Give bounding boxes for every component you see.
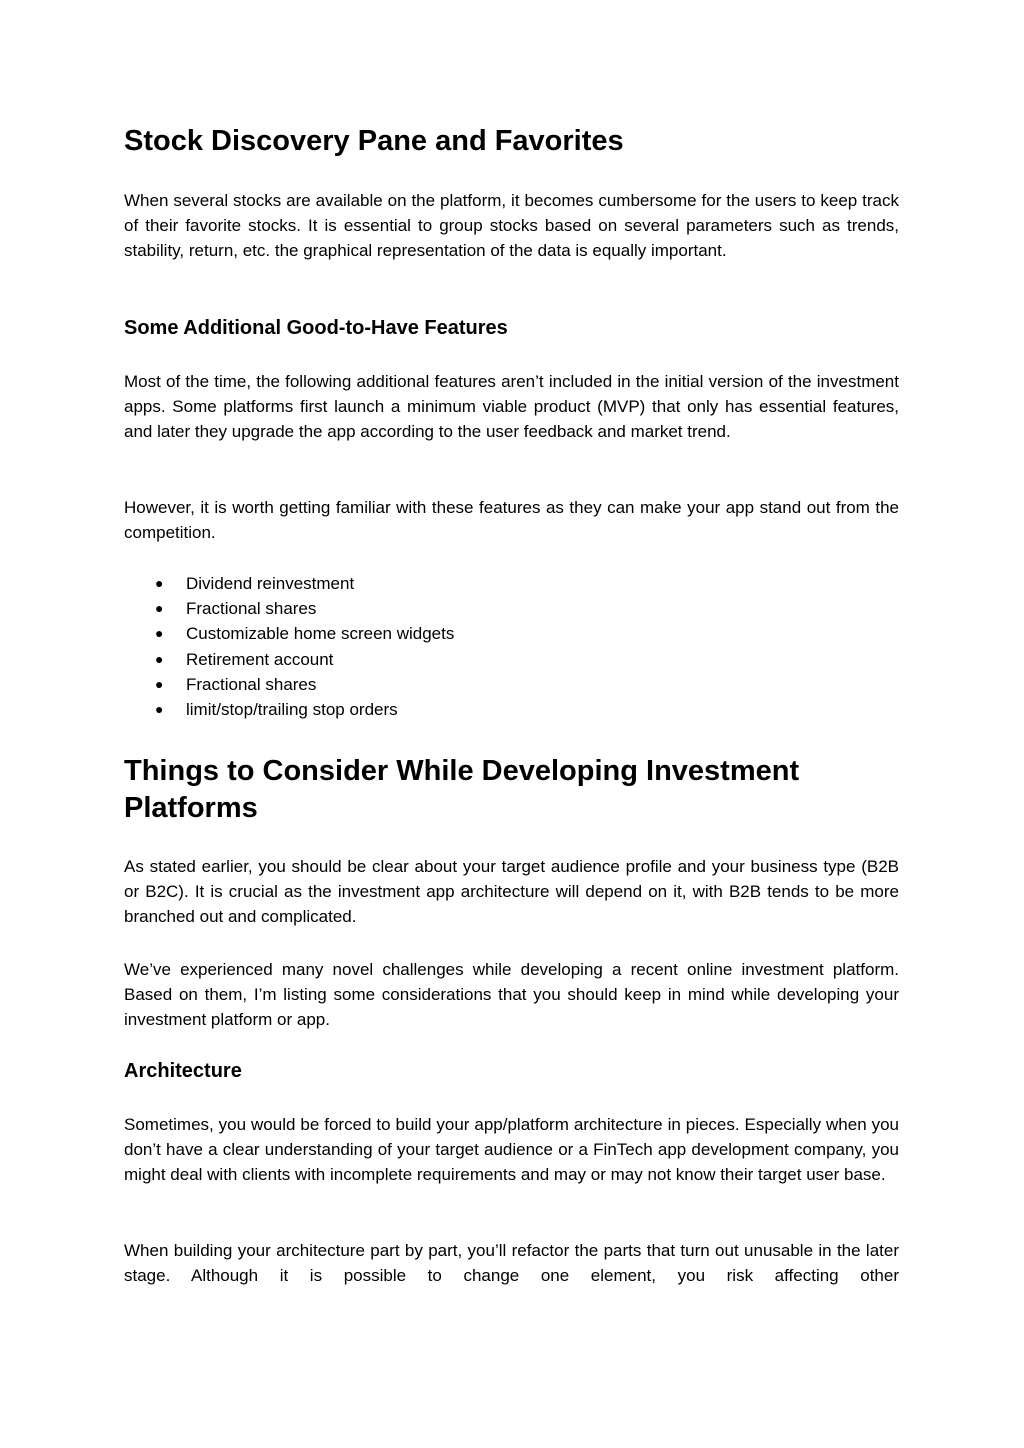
- paragraph-additional-features-2: However, it is worth getting familiar with these features as they can make your app stand out from the competition.: [124, 498, 899, 543]
- list-item-text: Fractional shares: [186, 674, 317, 694]
- list-item-text: limit/stop/trailing stop orders: [186, 700, 398, 720]
- list-item: [124, 647, 899, 672]
- heading-architecture: Architecture: [124, 1060, 242, 1082]
- list-item: [124, 672, 899, 697]
- heading-stock-discovery: Stock Discovery Pane and Favorites: [124, 125, 624, 157]
- list-item: [124, 571, 899, 596]
- bullet-icon: ●: [155, 675, 164, 692]
- bullet-icon: ●: [155, 701, 164, 718]
- bullet-icon: ●: [155, 650, 164, 667]
- bullet-icon: ●: [155, 625, 164, 642]
- paragraph-things-to-consider-1: As stated earlier, you should be clear about your target audience profile and your business type (B2B or B2C). It is crucial as the investment app architecture will depend on it, with B2B tends to be more branched out and complicated.: [124, 857, 899, 927]
- list-item-text: Retirement account: [186, 649, 334, 669]
- paragraph-architecture-1: Sometimes, you would be forced to build your app/platform architecture in pieces. Especially when you don’t have a clear understanding of your target audience or a FinTech app development company, you might deal with clients with incomplete requirements and may or may not know their target user base.: [124, 1115, 899, 1185]
- heading-additional-features: Some Additional Good-to-Have Features: [124, 317, 508, 339]
- list-item: [124, 621, 899, 646]
- bullet-icon: ●: [155, 575, 164, 591]
- list-item: [124, 596, 899, 621]
- list-item: [124, 697, 899, 722]
- heading-things-to-consider: Things to Consider While Developing Investment Platforms: [124, 755, 800, 824]
- list-item-text: Dividend reinvestment: [186, 574, 355, 593]
- list-item-text: Customizable home screen widgets: [186, 624, 455, 644]
- paragraph-additional-features-1: Most of the time, the following additional features aren’t included in the initial version of the investment apps. Some platforms first launch a minimum viable product (MVP) that only has essential features, and later they upgrade the app according to the user feedback and market trend.: [124, 372, 899, 442]
- paragraph-stock-discovery: When several stocks are available on the platform, it becomes cumbersome for the users to keep track of their favorite stocks. It is essential to group stocks based on several parameters such as trends, stability, return, etc. the graphical representation of the data is equally important.: [124, 191, 899, 261]
- paragraph-architecture-2: When building your architecture part by part, you’ll refactor the parts that turn out unusable in the later stage. Although it is possible to change one element, you risk affecting other: [124, 1241, 899, 1286]
- list-item-text: Fractional shares: [186, 599, 317, 619]
- paragraph-things-to-consider-2: We’ve experienced many novel challenges while developing a recent online investment platform. Based on them, I’m listing some considerations that you should keep in mind while developing your investment platform or app.: [124, 960, 899, 1030]
- bullet-icon: ●: [155, 600, 164, 617]
- feature-list: [124, 571, 899, 722]
